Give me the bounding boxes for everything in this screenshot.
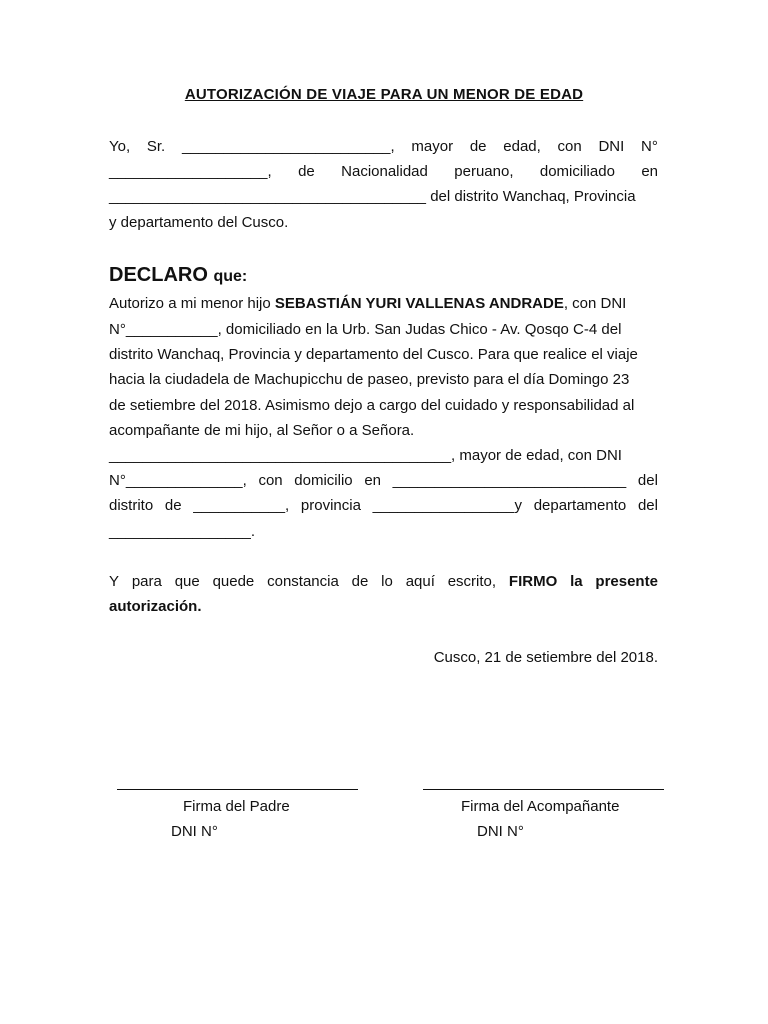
word: provincia [300, 497, 361, 514]
intro-line-4: y departamento del Cusco. [109, 214, 289, 231]
blank-dni: ___________________, [109, 163, 272, 180]
word: domiciliado [539, 163, 615, 180]
intro-line-1 [109, 138, 658, 156]
blank-companion-name: _________________________________________ [109, 447, 452, 464]
blank-address: ____________________________ [392, 472, 627, 489]
word: escrito, [447, 573, 497, 590]
body-line-9 [109, 497, 658, 515]
word: distrito [109, 497, 154, 514]
intro-line-2 [109, 163, 658, 181]
blank-name: _________________________, [181, 138, 395, 155]
word: mayor [411, 138, 454, 155]
body-line-3: distrito Wanchaq, Provincia y departamento del Cusco. Para que realice el viaje [109, 346, 638, 363]
closing-line-1 [109, 573, 658, 591]
blank-district: ___________, [193, 497, 290, 514]
word: con [258, 472, 283, 489]
word: peruano, [454, 163, 514, 180]
word: de [351, 573, 369, 590]
intro-line-3 [109, 188, 658, 206]
word: aquí [405, 573, 435, 590]
body-line-6: acompañante de mi hijo, al Señor o a Señora. [109, 422, 415, 439]
word: lo [381, 573, 393, 590]
word: con [557, 138, 582, 155]
word: DNI [598, 138, 625, 155]
signature-line-father [117, 789, 358, 790]
word: que [174, 573, 200, 590]
body-line-2: N°___________, domiciliado en la Urb. San Judas Chico - Av. Qosqo C-4 del [109, 321, 622, 338]
body-line-7 [109, 447, 658, 465]
signature-label-companion: Firma del Acompañante [461, 798, 620, 815]
word: N° [641, 138, 658, 155]
body-text: , mayor de edad, con DNI [451, 447, 622, 464]
blank-dni: N°______________, [109, 472, 247, 489]
bold-word: la [570, 573, 583, 590]
body-line-4: hacia la ciudadela de Machupicchu de paseo, previsto para el día Domingo 23 [109, 371, 630, 388]
word: Sr. [146, 138, 166, 155]
signature-label-father: Firma del Padre [183, 798, 290, 815]
word: del [637, 472, 658, 489]
word: en [641, 163, 658, 180]
word: de [298, 163, 315, 180]
body-line-10: _________________. [109, 523, 255, 540]
word: constancia [267, 573, 339, 590]
word: en [364, 472, 381, 489]
word: Y [109, 573, 120, 590]
dni-label-father: DNI N° [171, 823, 218, 840]
place-date: Cusco, 21 de setiembre del 2018. [433, 649, 658, 666]
word: de [164, 497, 182, 514]
word: domicilio [294, 472, 353, 489]
body-line-8 [109, 472, 658, 490]
word: para [131, 573, 162, 590]
word: quede [212, 573, 255, 590]
declaro-que: que: [213, 268, 248, 285]
intro-text: del distrito Wanchaq, Provincia [430, 188, 636, 205]
word: del [637, 497, 658, 514]
word: de [469, 138, 487, 155]
word: edad, [503, 138, 541, 155]
blank-province: _________________y [372, 497, 522, 514]
declaro-word: DECLARO [109, 264, 208, 286]
declaro-heading [109, 263, 247, 289]
document-title: AUTORIZACIÓN DE VIAJE PARA UN MENOR DE EDAD [184, 86, 584, 103]
bold-word: FIRMO [508, 573, 558, 590]
word: Nacionalidad [341, 163, 428, 180]
word: departamento [533, 497, 627, 514]
minor-name: SEBASTIÁN YURI VALLENAS ANDRADE [274, 295, 564, 312]
bold-word: presente [595, 573, 658, 590]
dni-label-companion: DNI N° [477, 823, 524, 840]
body-text: , con DNI [563, 295, 627, 312]
closing-line-2: autorización. [109, 598, 202, 615]
signature-line-companion [423, 789, 664, 790]
body-text: Autorizo a mi menor hijo [109, 295, 271, 312]
body-line-1 [109, 295, 658, 313]
blank-address: ______________________________________ [109, 188, 427, 205]
word: Yo, [109, 138, 131, 155]
body-line-5: de setiembre del 2018. Asimismo dejo a cargo del cuidado y responsabilidad al [109, 397, 635, 414]
